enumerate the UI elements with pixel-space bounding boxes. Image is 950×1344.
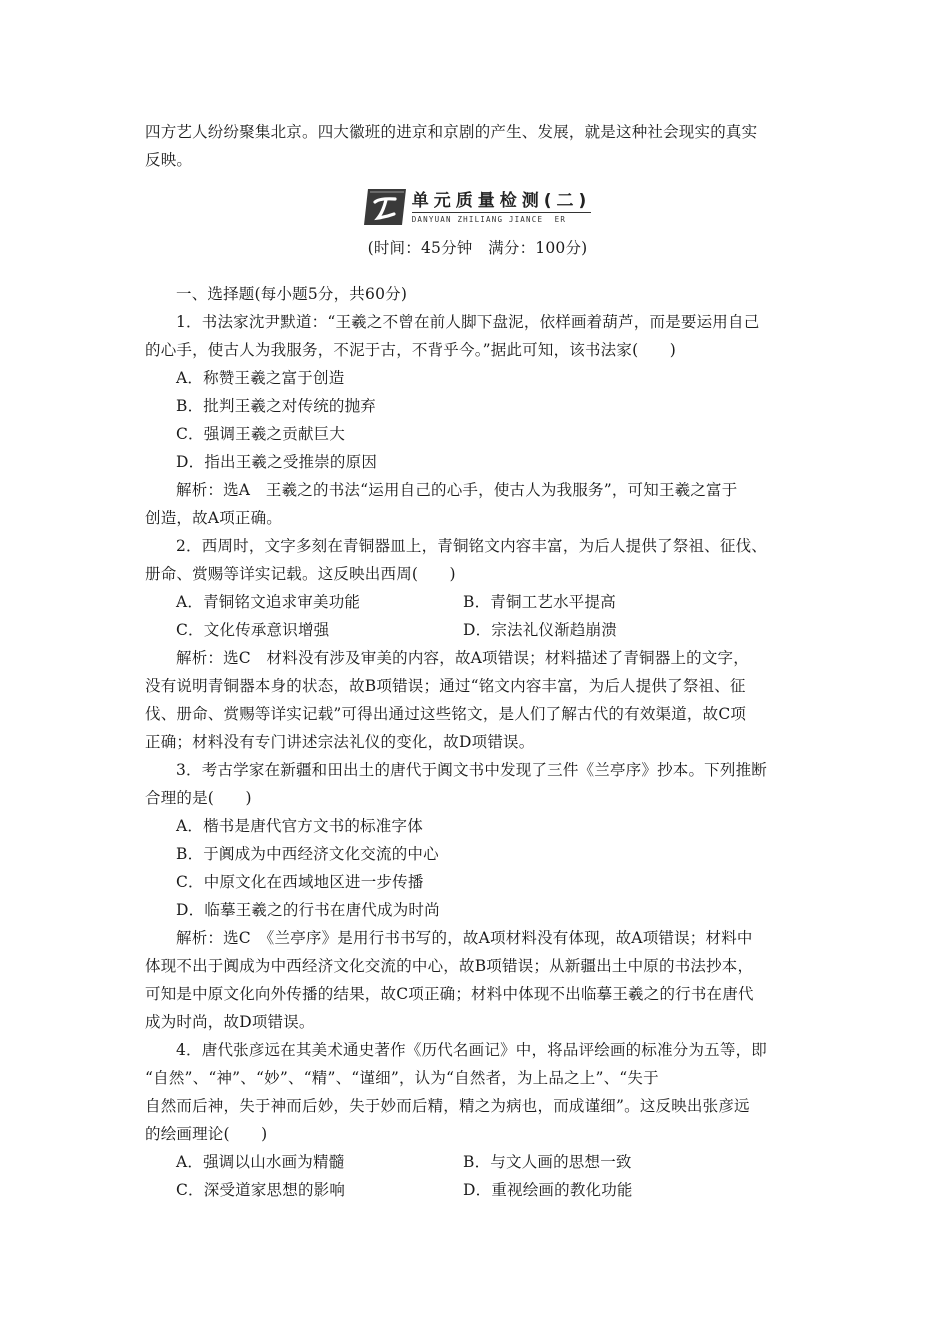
q1-option-c: C．强调王羲之贡献巨大 — [176, 425, 346, 443]
q3-analysis-line-1: 解析：选C 《兰亭序》是用行书书写的，故A项材料没有体现，故A项错误；材料中 — [176, 929, 753, 947]
q2-option-b: B．青铜工艺水平提高 — [463, 593, 616, 611]
q3-analysis-line-3: 可知是中原文化向外传播的结果，故C项正确；材料中体现不出临摹王羲之的行书在唐代 — [145, 985, 754, 1003]
banner-subtitle: DANYUAN ZHILIANG JIANCE ER — [412, 212, 592, 225]
q3-analysis-line-2: 体现不出于阗成为中西经济文化交流的中心，故B项错误；从新疆出土中原的书法抄本， — [145, 957, 754, 975]
q4-stem-line-1: 4．唐代张彦远在其美术通史著作《历代名画记》中，将品评绘画的标准分为五等，即 — [176, 1041, 767, 1059]
q1-stem-line-2: 的心手，使古人为我服务，不泥于古，不背乎今。”据此可知，该书法家( ) — [145, 341, 676, 359]
q3-option-d: D．临摹王羲之的行书在唐代成为时尚 — [176, 901, 440, 919]
unit-logo-icon — [364, 187, 408, 227]
q1-analysis-line-2: 创造，故A项正确。 — [145, 509, 282, 527]
q1-stem-line-1: 1．书法家沈尹默道：“王羲之不曾在前人脚下盘泥，依样画着葫芦，而是要运用自己 — [176, 313, 760, 331]
q1-option-a: A．称赞王羲之富于创造 — [176, 369, 345, 387]
intro-line-2: 反映。 — [145, 151, 193, 169]
q2-options-row-2 — [145, 616, 810, 644]
q4-stem-line-4: 的绘画理论( ) — [145, 1125, 268, 1143]
unit-banner — [145, 184, 810, 230]
q1-option-b: B．批判王羲之对传统的抛弃 — [176, 397, 376, 415]
q2-options-row-1 — [145, 588, 810, 616]
q2-analysis-line-2: 没有说明青铜器本身的状态，故B项错误；通过“铭文内容丰富，为后人提供了祭祖、征 — [145, 677, 746, 695]
q3-analysis-line-4: 成为时尚，故D项错误。 — [145, 1013, 315, 1031]
exam-meta: (时间：45分钟 满分：100分) — [367, 239, 588, 257]
q4-options-row-2 — [145, 1176, 810, 1204]
q4-stem-line-3: 自然而后神，失于神而后妙，失于妙而后精，精之为病也，而成谨细”。这反映出张彦远 — [145, 1097, 750, 1115]
q2-analysis-line-4: 正确；材料没有专门讲述宗法礼仪的变化，故D项错误。 — [145, 733, 535, 751]
q4-option-b: B．与文人画的思想一致 — [463, 1153, 632, 1171]
q2-option-a: A．青铜铭文追求审美功能 — [176, 593, 361, 611]
q3-option-c: C．中原文化在西域地区进一步传播 — [176, 873, 424, 891]
banner-title: 单元质量检测(二) — [411, 190, 592, 211]
section-title: 一、选择题(每小题5分，共60分) — [176, 285, 408, 303]
q1-analysis-line-1: 解析：选A 王羲之的书法“运用自己的心手，使古人为我服务”，可知王羲之富于 — [176, 481, 738, 499]
document-page — [145, 118, 810, 1204]
q3-option-b: B．于阗成为中西经济文化交流的中心 — [176, 845, 439, 863]
q3-option-a: A．楷书是唐代官方文书的标准字体 — [176, 817, 423, 835]
q4-stem-line-2: “自然”、“神”、“妙”、“精”、“谨细”，认为“自然者，为上品之上”、“失于 — [145, 1069, 659, 1087]
q2-option-d: D．宗法礼仪渐趋崩溃 — [463, 621, 617, 639]
q2-analysis-line-1: 解析：选C 材料没有涉及审美的内容，故A项错误；材料描述了青铜器上的文字， — [176, 649, 749, 667]
q4-option-c: C．深受道家思想的影响 — [176, 1181, 346, 1199]
q2-analysis-line-3: 伐、册命、赏赐等详实记载”可得出通过这些铭文，是人们了解古代的有效渠道，故C项 — [145, 705, 747, 723]
q2-stem-line-2: 册命、赏赐等详实记载。这反映出西周( ) — [145, 565, 456, 583]
q2-option-c: C．文化传承意识增强 — [176, 621, 330, 639]
q1-option-d: D．指出王羲之受推崇的原因 — [176, 453, 378, 471]
intro-line-1: 四方艺人纷纷聚集北京。四大徽班的进京和京剧的产生、发展，就是这种社会现实的真实 — [145, 123, 758, 141]
q3-stem-line-1: 3．考古学家在新疆和田出土的唐代于阗文书中发现了三件《兰亭序》抄本。下列推断 — [176, 761, 767, 779]
q3-stem-line-2: 合理的是( ) — [145, 789, 252, 807]
q2-stem-line-1: 2．西周时，文字多刻在青铜器皿上，青铜铭文内容丰富，为后人提供了祭祖、征伐、 — [176, 537, 767, 555]
q4-options-row-1 — [145, 1148, 810, 1176]
q4-option-d: D．重视绘画的教化功能 — [463, 1181, 633, 1199]
q4-option-a: A．强调以山水画为精髓 — [176, 1153, 345, 1171]
